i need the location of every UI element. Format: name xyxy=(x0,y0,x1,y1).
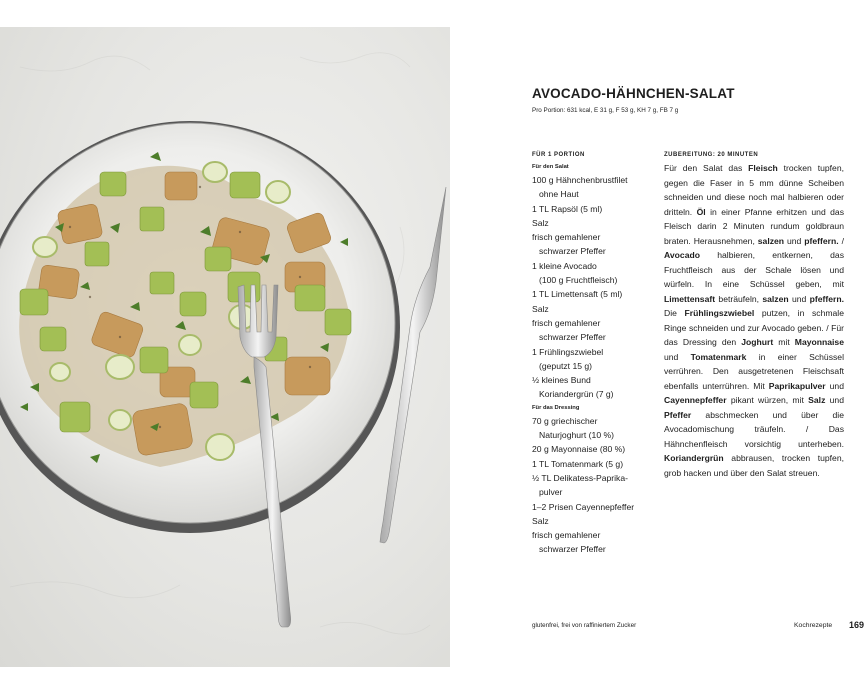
preparation-emphasis: Salz xyxy=(808,395,826,405)
ingredient-line: schwarzer Pfeffer xyxy=(539,332,606,343)
ingredient-line: pulver xyxy=(539,487,563,498)
ingredients-heading: FÜR 1 PORTION xyxy=(532,152,585,158)
preparation-emphasis: Frühlingszwiebel xyxy=(684,308,755,318)
ingredient-line: Naturjoghurt (10 %) xyxy=(539,430,614,441)
ingredient-line: Salz xyxy=(532,515,549,526)
preparation-segment: und xyxy=(825,395,844,405)
preparation-segment: und xyxy=(784,235,805,246)
salad-plate-illustration xyxy=(0,27,450,667)
ingredient-group-heading: Für das Dressing xyxy=(532,404,580,411)
ingredient-line: ½ TL Delikatess-Paprika- xyxy=(532,472,628,483)
ingredient-line: schwarzer Pfeffer xyxy=(539,544,606,555)
preparation-segment: trocken tupfen, gegen die Faser in 5 mm dünne Scheiben schneiden und diese noch mal halbieren oder dritteln. xyxy=(664,163,844,217)
preparation-segment: und xyxy=(664,351,691,362)
ingredient-line: 70 g griechischer xyxy=(532,415,598,426)
ingredient-line: schwarzer Pfeffer xyxy=(539,246,606,257)
ingredient-line: Koriandergrün (7 g) xyxy=(539,389,614,400)
ingredients-column xyxy=(532,149,652,557)
recipe-page xyxy=(450,0,868,694)
ingredient-line: 1 kleine Avocado xyxy=(532,260,597,271)
preparation-segment: in einer Schüssel verrühren. Den ausgetretenen Fleischsaft ebenfalls unterrühren. Mit xyxy=(664,351,844,391)
preparation-emphasis: Tomatenmark xyxy=(690,351,747,362)
preparation-segment: abschmecken und über die Avocadomischung träufeln. / Das Hähnchenfleisch vorsichtig unterheben. xyxy=(664,409,844,449)
preparation-segment: in einer Pfanne erhitzen und das Fleisch darin 2 Minuten rundum goldbraun braten. Herausnehmen, xyxy=(664,206,844,246)
preparation-segment: halbieren, entkernen, das Fruchtfleisch aus der Schale lösen und würfeln. In eine Schüssel geben, mit xyxy=(664,250,844,289)
footer-section: Kochrezepte xyxy=(794,622,833,629)
preparation-segment: beträufeln, xyxy=(715,293,763,304)
preparation-segment: Die xyxy=(664,308,685,318)
ingredient-line: 1 TL Tomatenmark (5 g) xyxy=(532,458,624,469)
ingredient-line: ½ kleines Bund xyxy=(532,375,591,386)
ingredient-line: Salz xyxy=(532,217,549,228)
recipe-title: AVOCADO-HÄHNCHEN-SALAT xyxy=(532,86,735,101)
preparation-segment: mit xyxy=(773,337,795,347)
preparation-emphasis: pfeffern. xyxy=(809,293,844,304)
ingredient-line: 1 TL Limettensaft (5 ml) xyxy=(532,289,623,300)
preparation-emphasis: salzen xyxy=(762,293,789,304)
ingredient-line: 1 Frühlingszwiebel xyxy=(532,346,604,357)
preparation-emphasis: Koriandergrün xyxy=(664,453,724,463)
preparation-segment: putzen, in schmale Ringe schneiden und zur Avocado geben. / Für das Dressing den xyxy=(664,308,844,347)
ingredient-line: 1 TL Rapsöl (5 ml) xyxy=(532,203,603,214)
preparation-emphasis: Fleisch xyxy=(748,163,778,173)
preparation-emphasis: Cayennepfeffer xyxy=(664,395,727,405)
ingredient-line: (geputzt 15 g) xyxy=(539,360,593,371)
ingredient-group-heading: Für den Salat xyxy=(532,164,569,170)
preparation-text xyxy=(664,161,844,480)
preparation-emphasis: Öl xyxy=(696,206,706,217)
preparation-emphasis: Mayonnaise xyxy=(794,337,844,347)
preparation-emphasis: Joghurt xyxy=(741,337,774,347)
preparation-column xyxy=(664,149,844,480)
ingredient-line: 100 g Hähnchenbrustfilet xyxy=(532,175,628,185)
preparation-emphasis: Paprikapulver xyxy=(768,380,826,391)
preparation-segment: Für den Salat das xyxy=(664,163,749,173)
ingredient-line: Salz xyxy=(532,303,549,314)
preparation-segment: abbrausen, trocken tupfen, grob hacken und über den Salat streuen. xyxy=(664,453,844,478)
preparation-emphasis: salzen xyxy=(757,235,785,246)
recipe-photo xyxy=(0,27,450,667)
preparation-emphasis: Pfeffer xyxy=(664,409,692,420)
ingredient-line: ohne Haut xyxy=(539,189,579,200)
nutrition-info: Pro Portion: 631 kcal, E 31 g, F 53 g, KH 7 g, FB 7 g xyxy=(532,107,679,114)
ingredient-line: (100 g Fruchtfleisch) xyxy=(539,275,618,286)
preparation-emphasis: Limettensaft xyxy=(664,293,716,304)
preparation-segment: und xyxy=(788,293,810,304)
ingredient-line: 20 g Mayonnaise (80 %) xyxy=(532,444,626,455)
preparation-segment: und xyxy=(825,380,844,391)
ingredient-groups xyxy=(532,161,652,557)
ingredient-line: frisch gemahlener xyxy=(532,232,601,243)
preparation-segment: / xyxy=(838,235,844,246)
preparation-heading: ZUBEREITUNG: 20 MINUTEN xyxy=(664,152,759,158)
preparation-segment: pikant würzen, mit xyxy=(726,395,809,405)
footer-tags: glutenfrei, frei von raffiniertem Zucker xyxy=(532,622,637,629)
preparation-emphasis: pfeffern. xyxy=(804,235,839,246)
ingredient-line: frisch gemahlener xyxy=(532,317,601,328)
preparation-emphasis: Avocado xyxy=(664,250,700,260)
ingredient-line: 1–2 Prisen Cayennepfeffer xyxy=(532,501,635,512)
page-number: 169 xyxy=(849,620,865,630)
ingredient-line: frisch gemahlener xyxy=(532,530,601,541)
